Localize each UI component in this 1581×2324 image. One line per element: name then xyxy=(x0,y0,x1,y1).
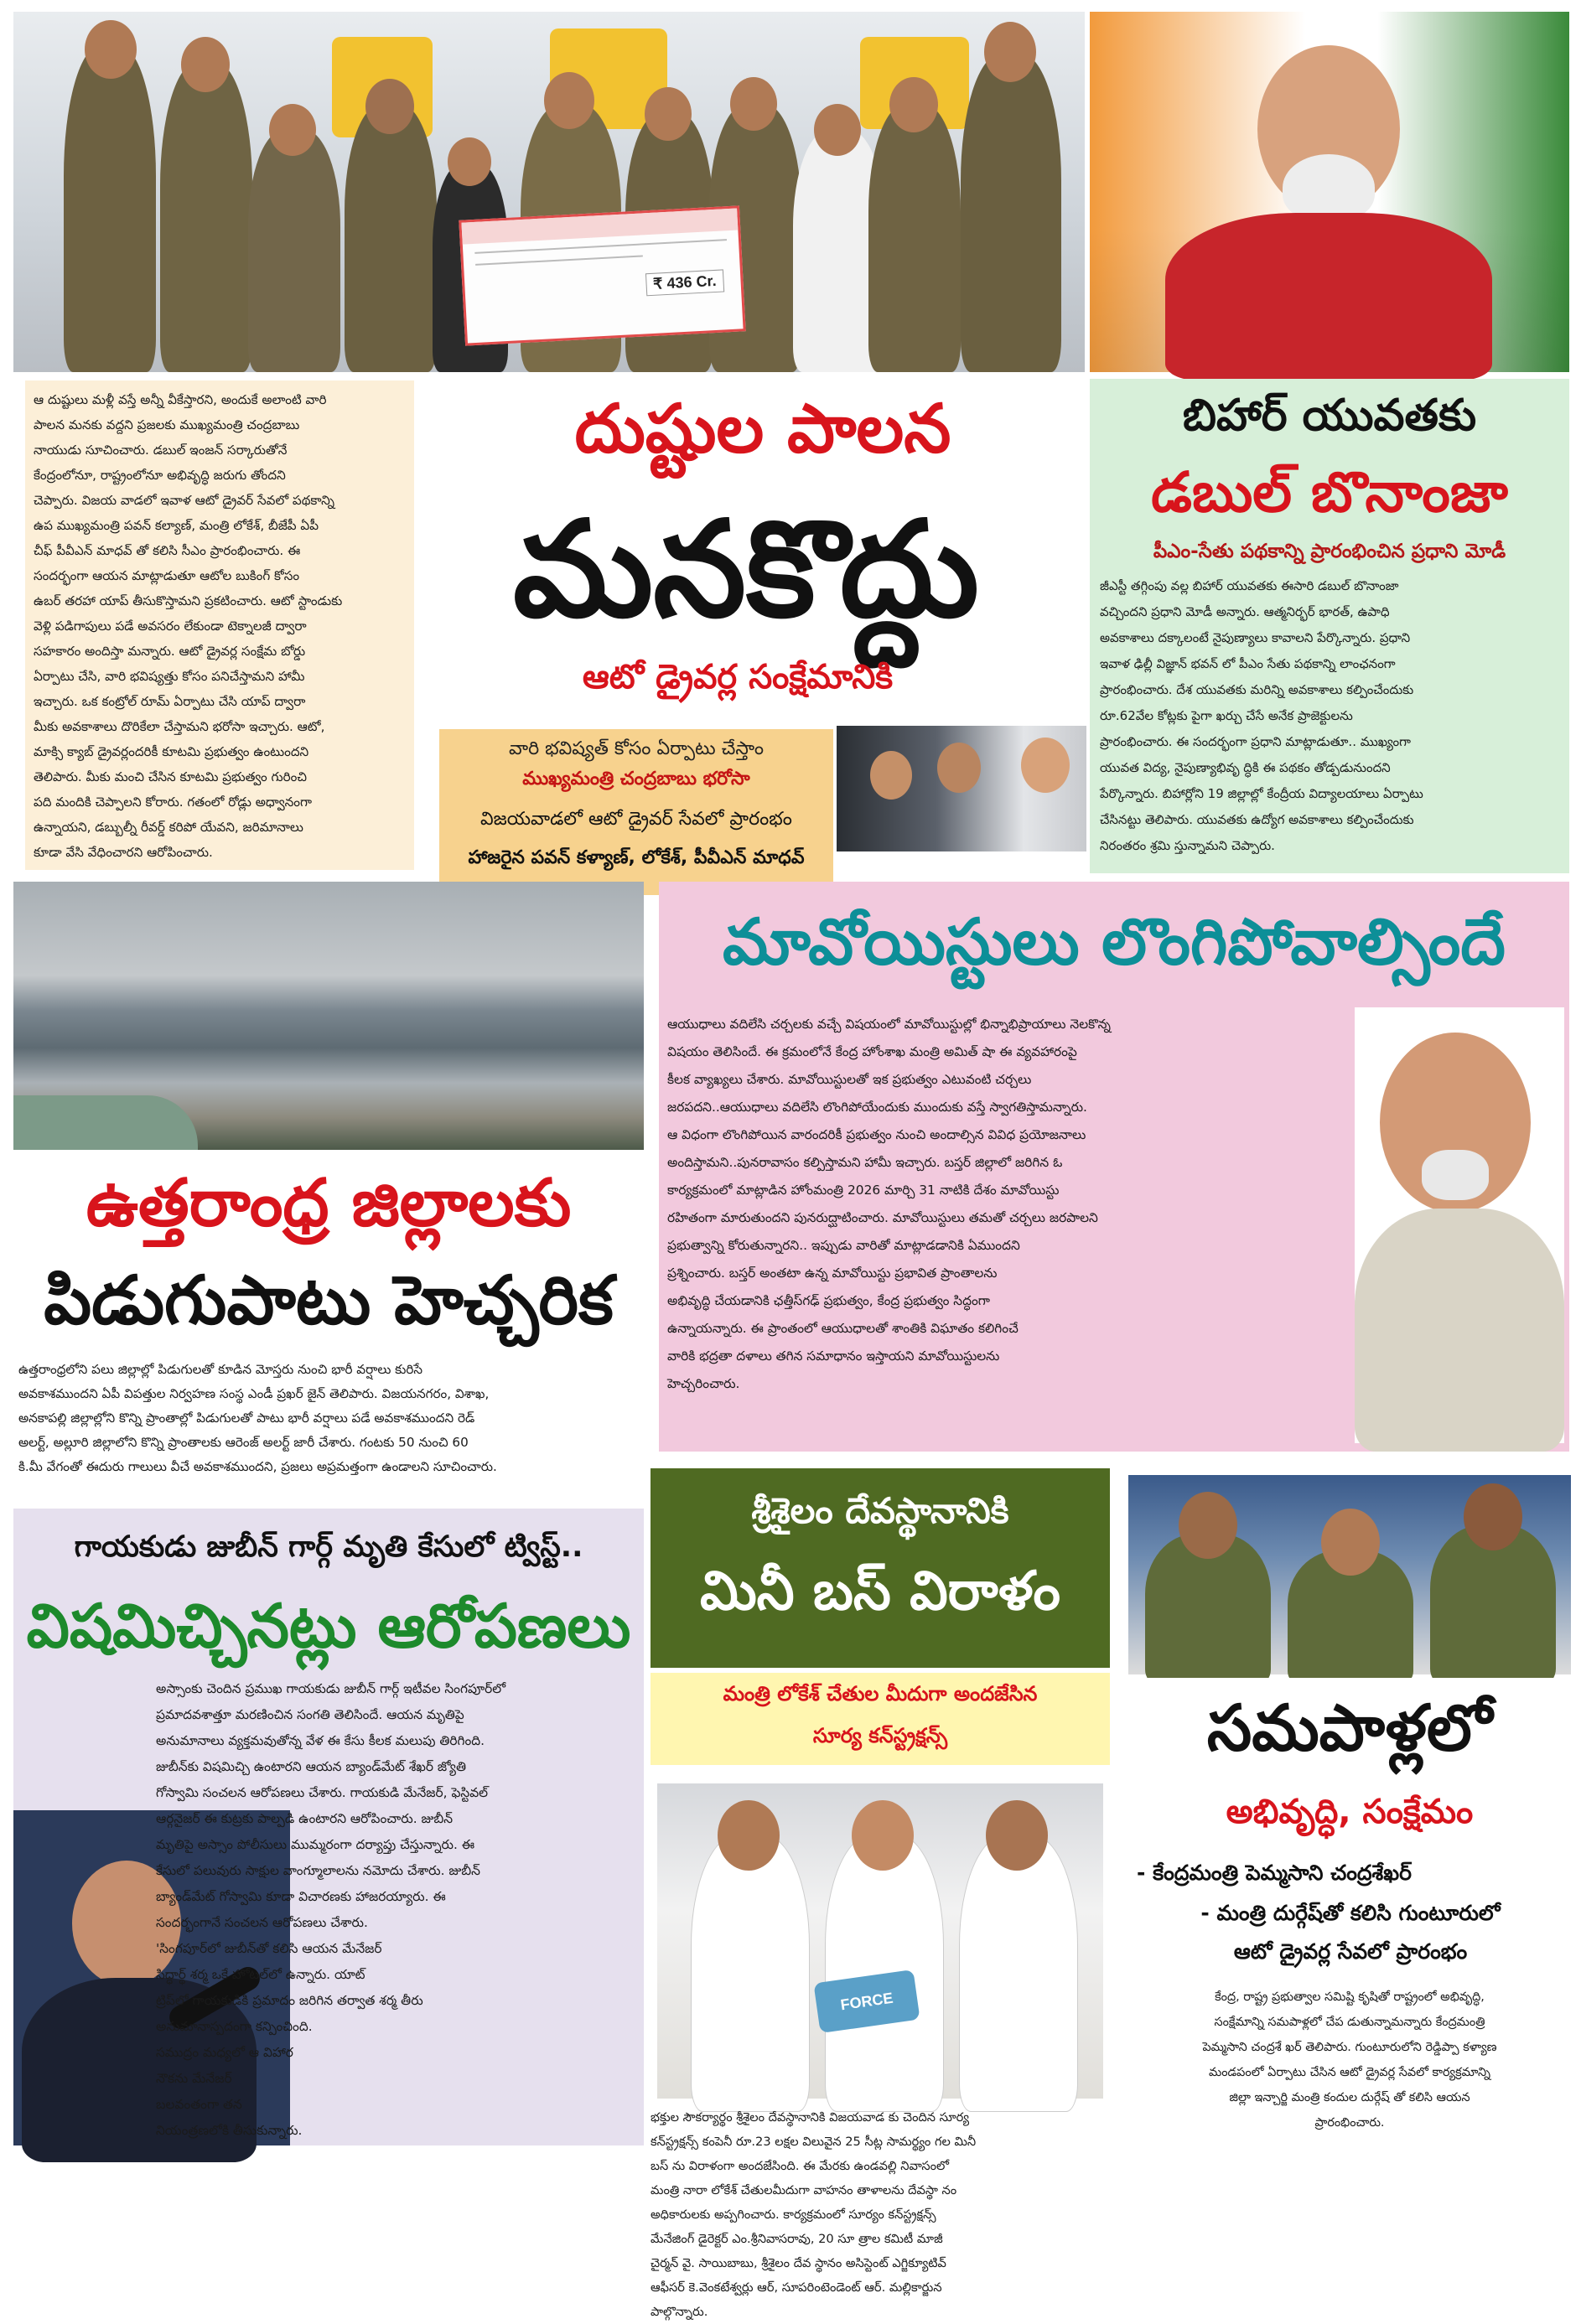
story7-photo xyxy=(1128,1475,1571,1674)
story6-header xyxy=(651,1468,1110,1668)
modi-photo xyxy=(1090,12,1569,372)
story5-headline-main: విషమిచ్చినట్లు ఆరోపణలు xyxy=(26,1591,631,1661)
story2-headline-top: బిహార్ యువతకు xyxy=(1182,391,1477,441)
story1-headline-main: మనకొద్దు xyxy=(512,493,979,647)
sea-photo xyxy=(13,882,644,1150)
story6-body: భక్తుల సౌకర్యార్థం శ్రీశైలం దేవస్థానానికి విజయవాడ కు చెందిన సూర్య కన్‌స్ట్రక్షన్స్ కంపెనీ రూ.23 లక్షల విలువైన 25 సీట్ల సామర్థ్యం గల మినీ బస్ ను విరాళంగా అందజేసింది. ఈ మేరకు ఉండవల్లి నివాసంలో మంత్రి నారా లోకేశ్ చేతులమీదుగా వాహనం తాళాలను దేవస్థా నం అధికారులకు అప్పగించారు. కార్యక్రమంలో సూర్యం కన్‌స్ట్రక్షన్స్ మేనేజింగ్ డైరెక్టర్ ఎం.శ్రీనివాసరావు, 20 సూ త్రాల కమిటీ మాజీ చైర్మన్ వై. సాయిబాబు, శ్రీశైలం దేవ స్థానం అసిస్టెంట్ ఎగ్జిక్యూటివ్ ఆఫీసర్ కె.వెంకటేశ్వర్లు ఆర్, సూపరింటెండెంట్ ఆర్. మల్లికార్జున పాల్గొన్నారు. xyxy=(651,2110,977,2319)
kicker-3: విజయవాడలో ఆటో డ్రైవర్ సేవలో ప్రారంభం xyxy=(480,809,792,830)
story2-headline-main: డబుల్ బొనాంజా xyxy=(1151,460,1508,525)
kicker-2: ముఖ్యమంత్రి చంద్రబాబు భరోసా xyxy=(522,769,750,789)
story7-headline-sub: అభివృద్ధి, సంక్షేమం xyxy=(1226,1793,1474,1831)
story3-headline-top: ఉత్తరాంధ్ర జిల్లాలకు xyxy=(86,1166,572,1241)
story4-headline: మావోయిస్టులు లొంగిపోవాల్సిందే xyxy=(723,904,1506,979)
story1-photo xyxy=(13,12,1085,372)
story4-body: ఆయుధాలు వదిలేసి చర్చలకు వచ్చే విషయంలో మావోయిస్టుల్లో భిన్నాభిప్రాయాలు నెలకొన్న విషయం తెలిసిందే. ఈ క్రమంలోనే కేంద్ర హోంశాఖ మంత్రి అమిత్ షా ఈ వ్యవహారంపై కీలక వ్యాఖ్యలు చేశారు. మావోయిస్టులతో ఇక ప్రభుత్వం ఎటువంటి చర్చలు జరపదని..ఆయుధాలు వదిలేసి లొంగిపోయేందుకు ముందుకు వస్తే స్వాగతిస్తామన్నారు. ఆ విధంగా లొంగిపోయిన వారందరికీ ప్రభుత్వం నుంచి అందాల్సిన వివిధ ప్రయోజనాలు అందిస్తామని..పునరావాసం కల్పిస్తామని హామీ ఇచ్చారు. బస్తర్ జిల్లాలో జరిగిన ఓ కార్యక్రమంలో మాట్లాడిన హోంమంత్రి 2026 మార్చి 31 నాటికి దేశం మావోయిస్టు రహితంగా మారుతుందని పునరుద్ఘాటించారు. మావోయిస్టులు తమతో చర్చలు జరపాలని ప్రభుత్వాన్ని కోరుతున్నారని.. ఇప్పుడు వారితో మాట్లాడడానికి ఏముందని ప్రశ్నించారు. బస్తర్ అంతటా ఉన్న మావోయిస్టు ప్రభావిత ప్రాంతాలను అభివృద్ధి చేయడానికి ఛత్తీస్‌గఢ్ ప్రభుత్వం, కేంద్ర ప్రభుత్వం సిద్ధంగా ఉన్నాయన్నారు. ఈ ప్రాంతంలో ఆయుధాలతో శాంతికి విఘాతం కలిగించే వారికి భద్రతా దళాలు తగిన సమాధానం ఇస్తాయని మావోయిస్టులను హెచ్చరించారు. xyxy=(667,1017,1111,1391)
auto-drivers-photo xyxy=(837,726,1086,851)
story7-bullet-2: - మంత్రి దుర్గేష్‌తో కలిసి గుంటూరులో ఆటో డ్రైవర్ల సేవలో ప్రారంభం xyxy=(1200,1901,1501,1964)
story2-box xyxy=(1090,379,1569,873)
story6-subhead: మంత్రి లోకేశ్ చేతుల మీదుగా అందజేసిన సూర్య కన్‌స్ట్రక్షన్స్ xyxy=(651,1673,1110,1765)
story6-box xyxy=(651,1468,1110,2319)
story6-headline-main: మినీ బస్ విరాళం xyxy=(699,1561,1061,1623)
story3-box xyxy=(13,1157,644,1485)
story3-headline-main: పిడుగుపాటు హెచ్చరిక xyxy=(44,1261,614,1339)
donation-photo xyxy=(657,1783,1103,2099)
story6-headline-top: శ్రీశైలం దేవస్థానానికి xyxy=(751,1490,1009,1531)
key-tag: FORCE xyxy=(813,1969,920,2033)
story5-box xyxy=(13,1509,644,2145)
story7-bullet-1: - కేంద్రమంత్రి పెమ్మసాని చంద్రశేఖర్ xyxy=(1137,1861,1412,1885)
story4-box xyxy=(659,882,1569,1452)
story5-body: అస్సాంకు చెందిన ప్రముఖ గాయకుడు జుబీన్ గార్గ్ ఇటీవల సింగపూర్‌లో ప్రమాదవశాత్తూ మరణించిన సంగతి తెలిసిందే. ఆయన మృతిపై అనుమానాలు వ్యక్తమవుతోన్న వేళ ఈ కేసు కీలక మలుపు తిరిగింది. జుబీన్‌కు విషమిచ్చి ఉంటారని ఆయన బ్యాండ్‌మేట్ శేఖర్ జ్యోతి గోస్వామి సంచలన ఆరోపణలు చేశారు. గాయకుడి మేనేజర్, ఫెస్టివల్ ఆర్గనైజర్‌ ఈ కుట్రకు పాల్పడి ఉంటారని ఆరోపించారు. జుబీన్ మృతిపై అస్సాం పోలీసులు ముమ్మరంగా దర్యాప్తు చేస్తున్నారు. ఈ కేసులో పలువురు సాక్షుల వాంగ్మూలాలను నమోదు చేశారు. జుబీన్ బ్యాండ్‌మేట్ గోస్వామి కూడా విచారణకు హాజరయ్యారు. ఈ సందర్భంగానే సంచలన ఆరోపణలు చేశారు. 'సింగపూర్‌లో జుబీన్‌తో కలిసి ఆయన మేనేజర్ సిద్ధార్థ్ శర్మ ఒకే హోటల్‌లో ఉన్నారు. యాట్ ట్రిప్‌లో గాయకుడికి ప్రమాదం జరిగిన తర్వాత శర్మ తీరు అనుమానాస్పదంగా కన్పించింది. సముద్రం మధ్యలో ఆ విహార నౌకను మేనేజర్ బలవంతంగా తన నియంత్రణలోకి తీసుకున్నారు. xyxy=(156,1681,506,2138)
story3-body: ఉత్తరాంధ్రలోని పలు జిల్లాల్లో పిడుగులతో కూడిన మోస్తరు నుంచి భారీ వర్షాలు కురిసే అవకాశముందని ఏపీ విపత్తుల నిర్వహణ సంస్థ ఎండీ ప్రఖర్ జైన్ తెలిపారు. విజయనగరం, విశాఖ, అనకాపల్లి జిల్లాల్లోని కొన్ని ప్రాంతాల్లో పిడుగులతో పాటు భారీ వర్షాలు పడే అవకాశముందని రెడ్ అలర్ట్, అల్లూరి జిల్లాలోని కొన్ని ప్రాంతాలకు ఆరెంజ్ అలర్ట్ జారీ చేశారు. గంటకు 50 నుంచి 60 కి.మీ వేగంతో ఈదురు గాలులు వీచే అవకాశముందని, ప్రజలు అప్రమత్తంగా ఉండాలని సూచించారు. xyxy=(18,1362,497,1474)
story1-headline-top: దుష్టుల పాలన xyxy=(574,390,951,468)
cheque-amount: ₹ 436 Cr. xyxy=(645,269,724,296)
story1-subhead: ఆటో డ్రైవర్ల సంక్షేమానికి xyxy=(582,658,894,696)
story1-kicker-box xyxy=(439,729,833,895)
story2-subhead: పీఎం-సేతు పథకాన్ని ప్రారంభించిన ప్రధాని మోడీ xyxy=(1153,541,1506,562)
story7-body: కేంద్ర, రాష్ట్ర ప్రభుత్వాల సమిష్టి కృషితో రాష్ట్రంలో అభివృద్ధి, సంక్షేమాన్ని సమపాళ్లలో చేప డుతున్నామన్నారు కేంద్రమంత్రి పెమ్మసాని చంద్రశే ఖర్ తెలిపారు. గుంటూరులోని రెడ్డిప్పా కళ్యాణ మండపంలో ఏర్పాటు చేసిన ఆటో డ్రైవర్ల సేవలో కార్యక్రమాన్ని జిల్లా ఇన్చార్జి మంత్రి కందుల దుర్గేష్ తో కలిసి ఆయన ప్రారంభించారు. xyxy=(1202,1990,1497,2130)
amit-shah-photo xyxy=(1355,1007,1564,1443)
story2-body: జీఎస్టీ తగ్గింపు వల్ల బిహార్ యువతకు ఈసారి డబుల్ బొనాంజా వచ్చిందని ప్రధాని మోడీ అన్నారు. ఆత్మనిర్భర్ భారత్, ఉపాధి అవకాశాలు దక్కాలంటే నైపుణ్యాలు కావాలని పేర్కొన్నారు. ప్రధాని ఇవాళ ఢిల్లీ విజ్ఞాన్ భవన్ లో పీఎం సేతు పథకాన్ని లాంఛనంగా ప్రారంభించారు. దేశ యువతకు మరిన్ని అవకాశాలు కల్పించేందుకు రూ.62వేల కోట్లకు పైగా ఖర్చు చేసే అనేక ప్రాజెక్టులను ప్రారంభించారు. ఈ సందర్భంగా ప్రధాని మాట్లాడుతూ.. ముఖ్యంగా యువత విద్య, నైపుణ్యాభివృ ద్ధికి ఈ పథకం తోడ్పడునుందని పేర్కొన్నారు. బిహార్లోని 19 జిల్లాల్లో కేంద్రీయ విద్యాలయాలు ఏర్పాటు చేసినట్టు తెలిపారు. యువతకు ఉద్యోగ అవకాశాలు కల్పించేందుకు నిరంతరం శ్రమి స్తున్నామని చెప్పారు. xyxy=(1100,578,1423,853)
kicker-1: వారి భవిష్యత్ కోసం ఏర్పాటు చేస్తాం xyxy=(509,738,764,759)
story7-headline-main: సమపాళ్లలో xyxy=(1206,1690,1493,1765)
story5-headline-top: గాయకుడు జుబీన్ గార్గ్ మృతి కేసులో ట్విస్ట్.. xyxy=(74,1530,583,1564)
story7-box xyxy=(1128,1678,1571,2145)
story1-body: ఆ దుష్టులు మళ్లీ వస్తే అన్నీ వీకేస్తారని, అందుకే అలాంటి వారి పాలన మనకు వద్దని ప్రజలకు ముఖ్యమంత్రి చంద్రబాబు నాయుడు సూచించారు. డబుల్ ఇంజన్ సర్కారుతోనే కేంద్రంలోనూ, రాష్ట్రంలోనూ అభివృద్ధి జరుగు తోందని చెప్పారు. విజయ వాడలో ఇవాళ ఆటో డ్రైవర్ సేవలో పథకాన్ని ఉప ముఖ్యమంత్రి పవన్ కల్యాణ్, మంత్రి లోకేశ్, బీజేపీ ఏపీ చీఫ్ పీవీఎన్ మాధవ్ తో కలిసి సీఎం ప్రారంభించారు. ఈ సందర్భంగా ఆయన మాట్లాడుతూ ఆటోల బుకింగ్ కోసం ఉబర్ తరహా యాప్ తీసుకొస్తామని ప్రకటించారు. ఆటో స్టాండుకు వెళ్లి పడిగాపులు పడే అవసరం లేకుండా టెక్నాలజీ ద్వారా సహకారం అందిస్తా మన్నారు. ఆటో డ్రైవర్ల సంక్షేమ బోర్డు ఏర్పాటు చేసి, వారి భవిష్యత్తు కోసం పనిచేస్తామని హామీ ఇచ్చారు. ఒక కంట్రోల్ రూమ్ ఏర్పాటు చేసి యాప్ ద్వారా మీకు అవకాశాలు దొరికేలా చేస్తామని భరోసా ఇచ్చారు. ఆటో, మాక్సి క్యాబ్ డ్రైవర్లందరికీ కూటమి ప్రభుత్వం ఉంటుందని తెలిపారు. మీకు మంచి చేసిన కూటమి ప్రభుత్వం గురించి పది మందికి చెప్పాలని కోరారు. గతంలో రోడ్లు అధ్వానంగా ఉన్నాయని, డబ్బుల్నీ రీవర్డ్ కరిపో యేవని, జరిమానాలు కూడా వేసి వేధించారని ఆరోపించారు. xyxy=(25,380,414,870)
cheque-board xyxy=(459,205,745,345)
kicker-4: హాజరైన పవన్ కళ్యాణ్, లోకేశ్, పీవీఎన్ మాధవ్ xyxy=(468,847,805,868)
